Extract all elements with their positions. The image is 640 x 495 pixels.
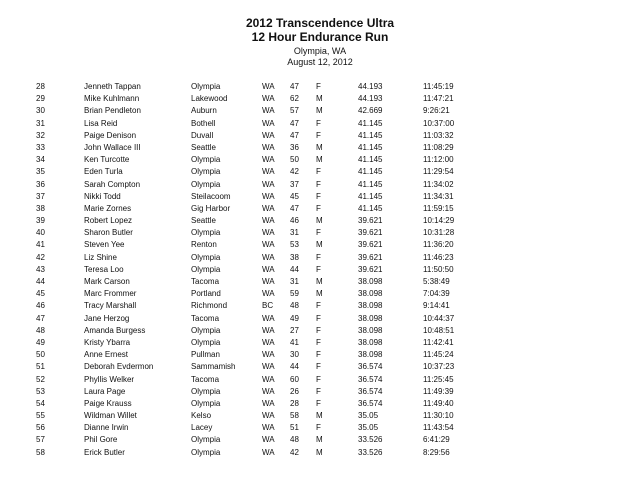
age-cell: 38 [290,252,299,262]
sex-cell: F [316,350,321,360]
table-row [0,239,640,251]
state-cell: WA [262,398,275,408]
city-cell: Olympia [191,167,221,177]
table-row [0,313,640,325]
age-cell: 58 [290,411,299,421]
state-cell: WA [262,240,275,250]
sex-cell: M [316,94,323,104]
table-row [0,386,640,398]
time-cell: 9:14:41 [423,301,450,311]
table-row [0,130,640,142]
table-row [0,264,640,276]
state-cell: WA [262,337,275,347]
table-row [0,118,640,130]
city-cell: Duvall [191,130,214,140]
city-cell: Bothell [191,118,216,128]
time-cell: 11:29:54 [423,167,454,177]
city-cell: Renton [191,240,217,250]
time-cell: 11:42:41 [423,337,454,347]
city-cell: Olympia [191,447,221,457]
name-cell: Sarah Compton [84,179,141,189]
state-cell: WA [262,362,275,372]
table-row [0,252,640,264]
table-row [0,422,640,434]
age-cell: 30 [290,350,299,360]
time-cell: 9:26:21 [423,106,450,116]
sex-cell: M [316,142,323,152]
age-cell: 31 [290,228,299,238]
sex-cell: M [316,155,323,165]
state-cell: WA [262,203,275,213]
state-cell: WA [262,118,275,128]
name-cell: Brian Pendleton [84,106,141,116]
place-cell: 48 [36,325,45,335]
table-row [0,179,640,191]
sex-cell: F [316,386,321,396]
name-cell: John Wallace III [84,142,141,152]
time-cell: 11:59:15 [423,203,454,213]
place-cell: 31 [36,118,45,128]
place-cell: 40 [36,228,45,238]
state-cell: WA [262,228,275,238]
name-cell: Liz Shine [84,252,117,262]
time-cell: 10:31:28 [423,228,455,238]
state-cell: WA [262,191,275,201]
table-row [0,81,640,93]
place-cell: 51 [36,362,45,372]
time-cell: 11:49:39 [423,386,454,396]
state-cell: WA [262,447,275,457]
miles-cell: 38.098 [358,350,383,360]
miles-cell: 41.145 [358,179,383,189]
place-cell: 41 [36,240,45,250]
name-cell: Laura Page [84,386,126,396]
place-cell: 38 [36,203,45,213]
table-row [0,374,640,386]
sex-cell: F [316,179,321,189]
event-subtitle: 12 Hour Endurance Run [251,30,389,44]
place-cell: 30 [36,106,45,116]
age-cell: 45 [290,191,299,201]
state-cell: WA [262,411,275,421]
time-cell: 11:50:50 [423,264,454,274]
state-cell: WA [262,167,275,177]
sex-cell: M [316,411,323,421]
sex-cell: F [316,118,321,128]
miles-cell: 41.145 [358,118,383,128]
table-row [0,361,640,373]
name-cell: Steven Yee [84,240,125,250]
sex-cell: M [316,289,323,299]
city-cell: Steilacoom [191,191,231,201]
sex-cell: M [316,447,323,457]
time-cell: 11:46:23 [423,252,454,262]
miles-cell: 44.193 [358,82,383,91]
age-cell: 28 [290,398,299,408]
miles-cell: 36.574 [358,398,383,408]
state-cell: WA [262,142,275,152]
miles-cell: 38.098 [358,313,383,323]
age-cell: 50 [290,155,299,165]
time-cell: 11:34:02 [423,179,454,189]
name-cell: Eden Turla [84,167,123,177]
state-cell: WA [262,252,275,262]
name-cell: Phil Gore [84,435,118,445]
time-cell: 11:49:40 [423,398,454,408]
state-cell: WA [262,423,275,433]
name-cell: Marie Zornes [84,203,132,213]
age-cell: 48 [290,301,299,311]
state-cell: WA [262,386,275,396]
age-cell: 47 [290,203,299,213]
table-row [0,410,640,422]
state-cell: WA [262,179,275,189]
miles-cell: 39.621 [358,216,383,226]
city-cell: Olympia [191,337,221,347]
city-cell: Pullman [191,350,220,360]
age-cell: 42 [290,167,299,177]
name-cell: Jenneth Tappan [84,82,141,91]
sex-cell: F [316,374,321,384]
age-cell: 44 [290,362,299,372]
age-cell: 57 [290,106,299,116]
state-cell: WA [262,155,275,165]
sex-cell: M [316,435,323,445]
table-row [0,434,640,446]
place-cell: 35 [36,167,45,177]
age-cell: 62 [290,94,299,104]
place-cell: 49 [36,337,45,347]
state-cell: WA [262,374,275,384]
state-cell: WA [262,277,275,286]
place-cell: 47 [36,313,45,323]
table-row [0,105,640,117]
city-cell: Lacey [191,423,213,433]
sex-cell: M [316,240,323,250]
city-cell: Tacoma [191,277,220,286]
city-cell: Olympia [191,398,221,408]
age-cell: 51 [290,423,299,433]
place-cell: 43 [36,264,45,274]
table-row [0,276,640,288]
time-cell: 7:04:39 [423,289,450,299]
miles-cell: 38.098 [358,277,383,286]
place-cell: 29 [36,94,45,104]
place-cell: 54 [36,398,45,408]
time-cell: 10:44:37 [423,313,455,323]
place-cell: 56 [36,423,45,433]
place-cell: 28 [36,82,45,91]
time-cell: 11:03:32 [423,130,454,140]
name-cell: Tracy Marshall [84,301,137,311]
table-row [0,154,640,166]
sex-cell: M [316,277,323,286]
age-cell: 41 [290,337,299,347]
place-cell: 53 [36,386,45,396]
miles-cell: 36.574 [358,362,383,372]
time-cell: 5:38:49 [423,277,450,286]
place-cell: 57 [36,435,45,445]
city-cell: Olympia [191,155,221,165]
time-cell: 11:47:21 [423,94,454,104]
miles-cell: 38.098 [358,301,383,311]
sex-cell: F [316,167,321,177]
place-cell: 36 [36,179,45,189]
name-cell: Kristy Ybarra [84,337,131,347]
age-cell: 27 [290,325,299,335]
age-cell: 48 [290,435,299,445]
table-row [0,325,640,337]
miles-cell: 35.05 [358,423,379,433]
name-cell: Marc Frommer [84,289,137,299]
city-cell: Olympia [191,264,221,274]
place-cell: 50 [36,350,45,360]
miles-cell: 41.145 [358,130,383,140]
city-cell: Olympia [191,386,221,396]
table-row [0,166,640,178]
name-cell: Nikki Todd [84,191,121,201]
miles-cell: 39.621 [358,240,383,250]
city-cell: Sammamish [191,362,236,372]
sex-cell: F [316,252,321,262]
city-cell: Olympia [191,325,221,335]
time-cell: 11:34:31 [423,191,454,201]
age-cell: 37 [290,179,299,189]
sex-cell: F [316,203,321,213]
time-cell: 6:41:29 [423,435,450,445]
city-cell: Portland [191,289,221,299]
sex-cell: F [316,325,321,335]
name-cell: Dianne Irwin [84,423,129,433]
place-cell: 32 [36,130,45,140]
event-date: August 12, 2012 [287,57,353,67]
miles-cell: 42.669 [358,106,383,116]
name-cell: Sharon Butler [84,228,133,238]
state-cell: WA [262,264,275,274]
miles-cell: 38.098 [358,325,383,335]
miles-cell: 41.145 [358,191,383,201]
time-cell: 11:08:29 [423,142,454,152]
state-cell: WA [262,82,275,91]
miles-cell: 38.098 [358,337,383,347]
name-cell: Teresa Loo [84,264,124,274]
city-cell: Auburn [191,106,217,116]
event-location: Olympia, WA [293,46,347,56]
table-row [0,288,640,300]
time-cell: 11:43:54 [423,423,454,433]
age-cell: 26 [290,386,299,396]
place-cell: 46 [36,301,45,311]
city-cell: Olympia [191,228,221,238]
table-row [0,93,640,105]
age-cell: 59 [290,289,299,299]
place-cell: 42 [36,252,45,262]
sex-cell: F [316,337,321,347]
name-cell: Robert Lopez [84,216,133,226]
miles-cell: 33.526 [358,447,383,457]
document-header [0,16,640,68]
state-cell: WA [262,350,275,360]
age-cell: 60 [290,374,299,384]
table-row [0,349,640,361]
miles-cell: 39.621 [358,228,383,238]
sex-cell: F [316,398,321,408]
age-cell: 31 [290,277,299,286]
sex-cell: M [316,106,323,116]
time-cell: 11:45:24 [423,350,454,360]
age-cell: 36 [290,142,299,152]
name-cell: Mike Kuhlmann [84,94,140,104]
state-cell: WA [262,325,275,335]
table-row [0,203,640,215]
results-table [0,81,640,459]
city-cell: Lakewood [191,94,228,104]
city-cell: Gig Harbor [191,203,231,213]
state-cell: WA [262,289,275,299]
time-cell: 11:30:10 [423,411,454,421]
miles-cell: 41.145 [358,167,383,177]
miles-cell: 41.145 [358,142,383,152]
age-cell: 47 [290,130,299,140]
state-cell: WA [262,106,275,116]
city-cell: Olympia [191,82,221,91]
sex-cell: F [316,423,321,433]
table-row [0,447,640,459]
state-cell: WA [262,94,275,104]
table-row [0,300,640,312]
time-cell: 10:37:00 [423,118,455,128]
sex-cell: F [316,301,321,311]
table-row [0,337,640,349]
time-cell: 10:37:23 [423,362,455,372]
miles-cell: 41.145 [358,203,383,213]
miles-cell: 39.621 [358,252,383,262]
city-cell: Tacoma [191,313,220,323]
city-cell: Olympia [191,252,221,262]
miles-cell: 35.05 [358,411,379,421]
age-cell: 46 [290,216,299,226]
city-cell: Tacoma [191,374,220,384]
city-cell: Kelso [191,411,212,421]
age-cell: 47 [290,118,299,128]
sex-cell: F [316,228,321,238]
sex-cell: F [316,82,321,91]
name-cell: Lisa Reid [84,118,118,128]
state-cell: WA [262,435,275,445]
state-cell: BC [262,301,274,311]
sex-cell: F [316,313,321,323]
city-cell: Richmond [191,301,228,311]
time-cell: 8:29:56 [423,447,450,457]
time-cell: 10:14:29 [423,216,455,226]
table-row [0,227,640,239]
name-cell: Jane Herzog [84,313,130,323]
table-row [0,191,640,203]
sex-cell: F [316,191,321,201]
sex-cell: F [316,264,321,274]
place-cell: 52 [36,374,45,384]
age-cell: 53 [290,240,299,250]
miles-cell: 33.526 [358,435,383,445]
state-cell: WA [262,216,275,226]
place-cell: 33 [36,142,45,152]
time-cell: 11:12:00 [423,155,454,165]
time-cell: 11:45:19 [423,82,454,91]
age-cell: 47 [290,82,299,91]
name-cell: Paige Denison [84,130,137,140]
city-cell: Olympia [191,435,221,445]
name-cell: Erick Butler [84,447,125,457]
time-cell: 10:48:51 [423,325,455,335]
miles-cell: 41.145 [358,155,383,165]
state-cell: WA [262,130,275,140]
place-cell: 34 [36,155,45,165]
place-cell: 44 [36,277,45,286]
time-cell: 11:25:45 [423,374,454,384]
table-row [0,215,640,227]
sex-cell: F [316,130,321,140]
miles-cell: 44.193 [358,94,383,104]
name-cell: Mark Carson [84,277,130,286]
city-cell: Seattle [191,216,216,226]
name-cell: Deborah Evdermon [84,362,154,372]
place-cell: 45 [36,289,45,299]
table-row [0,398,640,410]
place-cell: 55 [36,411,45,421]
table-row [0,142,640,154]
city-cell: Olympia [191,179,221,189]
age-cell: 42 [290,447,299,457]
state-cell: WA [262,313,275,323]
name-cell: Amanda Burgess [84,325,146,335]
name-cell: Wildman Willet [84,411,137,421]
place-cell: 37 [36,191,45,201]
time-cell: 11:36:20 [423,240,454,250]
miles-cell: 36.574 [358,374,383,384]
sex-cell: M [316,216,323,226]
place-cell: 58 [36,447,45,457]
sex-cell: F [316,362,321,372]
name-cell: Anne Ernest [84,350,129,360]
place-cell: 39 [36,216,45,226]
city-cell: Seattle [191,142,216,152]
name-cell: Phyllis Welker [84,374,135,384]
miles-cell: 38.098 [358,289,383,299]
miles-cell: 36.574 [358,386,383,396]
miles-cell: 39.621 [358,264,383,274]
event-title: 2012 Transcendence Ultra [245,16,395,30]
name-cell: Ken Turcotte [84,155,130,165]
age-cell: 49 [290,313,299,323]
age-cell: 44 [290,264,299,274]
name-cell: Paige Krauss [84,398,132,408]
